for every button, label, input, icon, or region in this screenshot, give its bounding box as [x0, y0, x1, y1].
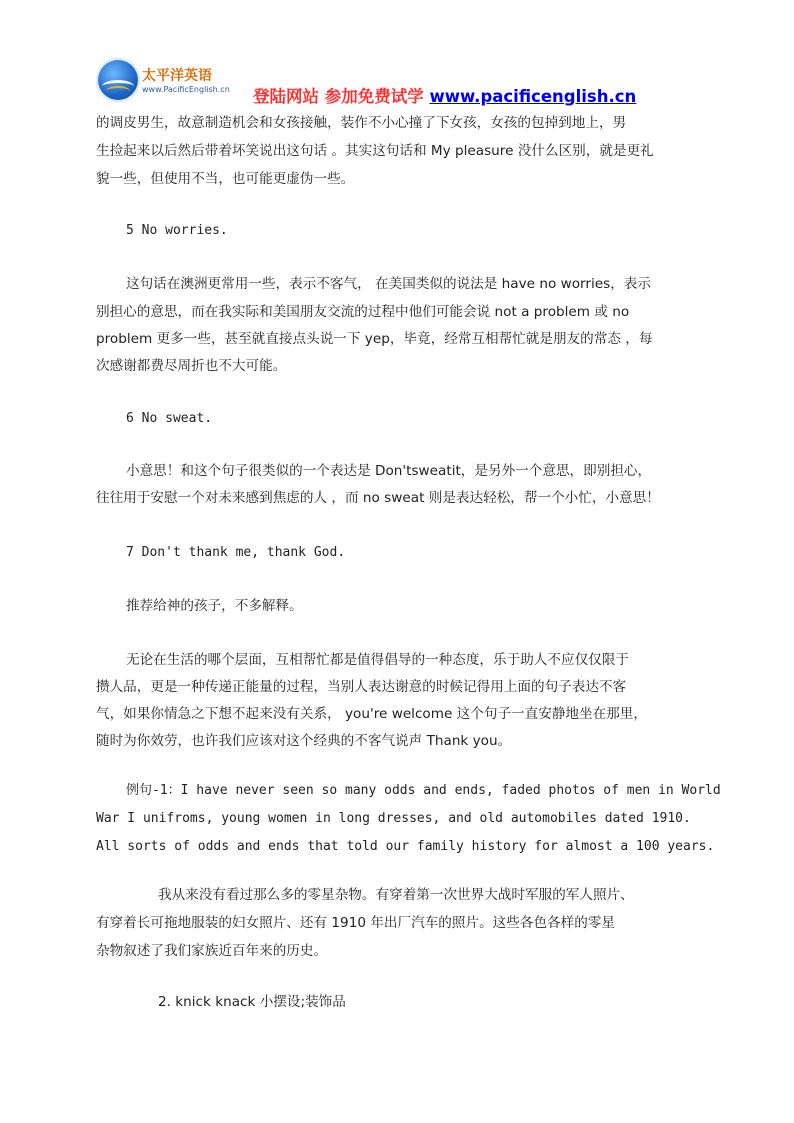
text-line: 气，如果你情急之下想不起来没有关系， you're welcome 这个句子一直安静地坐在那里， [96, 706, 647, 722]
header-promo [253, 83, 636, 107]
page-header [0, 0, 794, 112]
text-line: 别担心的意思，而在我实际和美国朋友交流的过程中他们可能会说 not a problem 或 no [96, 304, 630, 320]
text-line: 无论在生活的哪个层面，互相帮忙都是值得倡导的一种态度，乐于助人不应仅仅限于 [126, 652, 629, 668]
logo-title: 太平洋英语 [142, 68, 212, 84]
logo-url: www.PacificEnglish.cn [142, 85, 230, 94]
text-line: 小意思！和这个句子很类似的一个表达是 Don'tsweatit，是另外一个意思，即别担心， [126, 463, 652, 479]
example-line: War I unifroms, young women in long dresses, and old automobiles dated 1910. [96, 811, 691, 826]
section-heading: 5 No worries. [126, 223, 228, 238]
text-line: 貌一些，但使用不当，也可能更虚伪一些。 [96, 171, 355, 187]
text-line: 次感谢都费尽周折也不大可能。 [96, 358, 287, 374]
text-line: 这句话在澳洲更常用一些，表示不客气， 在美国类似的说法是 have no worries，表示 [126, 276, 651, 292]
text-line: 的调皮男生，故意制造机会和女孩接触，装作不小心撞了下女孩，女孩的包掉到地上，男 [96, 115, 627, 131]
text-line: 随时为你效劳，也许我们应该对这个经典的不客气说声 Thank you。 [96, 733, 512, 749]
section-heading: 6 No sweat. [126, 411, 213, 426]
logo-globe-icon [96, 58, 140, 102]
translation-line: 我从来没有看过那么多的零星杂物。有穿着第一次世界大战时军服的军人照片、 [158, 887, 634, 903]
translation-line: 杂物叙述了我们家族近百年来的历史。 [96, 943, 328, 959]
text-line: problem 更多一些，甚至就直接点头说一下 yep，毕竟，经常互相帮忙就是朋友的常态 ，每 [96, 331, 653, 347]
promo-text: 登陆网站 参加免费试学 [253, 87, 424, 106]
text-line: 推荐给神的孩子，不多解释。 [126, 598, 303, 614]
section-heading: 7 Don't thank me, thank God. [126, 545, 346, 560]
site-link[interactable]: www.pacificenglish.cn [429, 87, 637, 106]
example-line: 例句-1：I have never seen so many odds and ends, faded photos of men in World [126, 783, 721, 798]
site-logo[interactable] [96, 58, 246, 104]
list-item: 2. knick knack 小摆设;装饰品 [158, 994, 346, 1010]
text-line: 生捡起来以后然后带着坏笑说出这句话 。其实这句话和 My pleasure 没什么区别，就是更礼 [96, 143, 654, 159]
translation-line: 有穿着长可拖地服装的妇女照片、还有 1910 年出厂汽车的照片。这些各色各样的零星 [96, 915, 616, 931]
example-line: All sorts of odds and ends that told our family history for almost a 100 years. [96, 839, 715, 854]
text-line: 攒人品，更是一种传递正能量的过程，当别人表达谢意的时候记得用上面的句子表达不客 [96, 679, 627, 695]
text-line: 往往用于安慰一个对未来感到焦虑的人 ，而 no sweat 则是表达轻松，帮一个小忙，小意思！ [96, 490, 660, 506]
